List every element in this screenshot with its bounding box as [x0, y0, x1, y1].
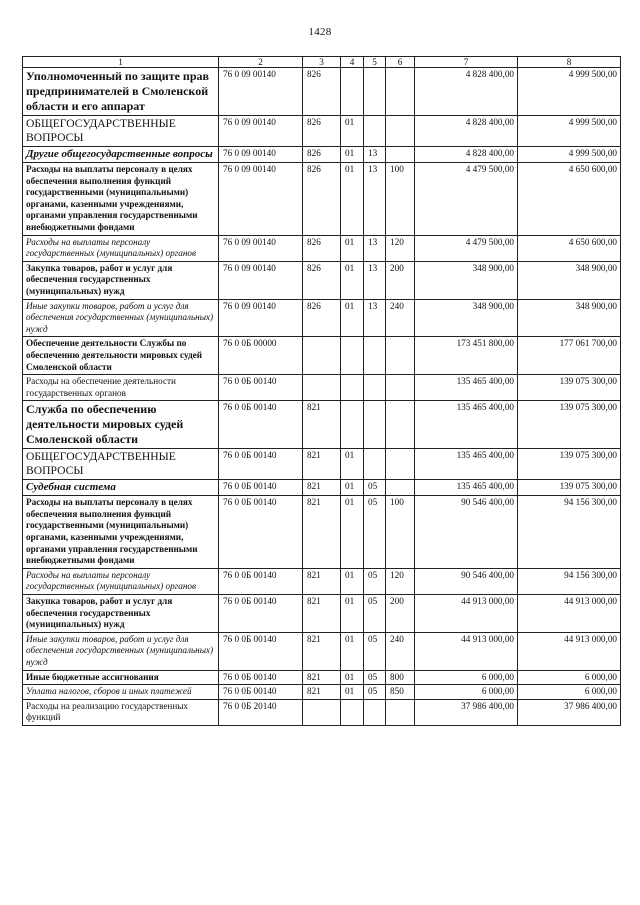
row-amount-year-2: 4 999 500,00 — [518, 116, 621, 147]
row-expense-type-code — [386, 449, 415, 480]
row-subsection-code — [364, 68, 386, 116]
row-section-code: 01 — [341, 235, 364, 261]
column-header: 7 — [415, 57, 518, 68]
row-target-code: 76 0 0Б 00140 — [219, 480, 303, 496]
row-expense-type-code: 240 — [386, 299, 415, 337]
row-department-code: 826 — [303, 261, 341, 299]
table-row — [23, 480, 621, 496]
row-amount-year-2: 348 900,00 — [518, 299, 621, 337]
row-subsection-code: 05 — [364, 496, 386, 569]
row-expense-type-code: 240 — [386, 632, 415, 670]
row-target-code: 76 0 0Б 00140 — [219, 670, 303, 685]
row-amount-year-2: 4 650 600,00 — [518, 235, 621, 261]
row-department-code: 821 — [303, 568, 341, 594]
row-amount-year-2: 4 650 600,00 — [518, 163, 621, 236]
row-name: Иные бюджетные ассигнования — [23, 670, 219, 685]
row-amount-year-1: 348 900,00 — [415, 299, 518, 337]
table-row — [23, 261, 621, 299]
row-target-code: 76 0 09 00140 — [219, 147, 303, 163]
row-name: Закупка товаров, работ и услуг для обеспечения государственных (муниципальных) нужд — [23, 261, 219, 299]
row-department-code: 826 — [303, 147, 341, 163]
row-section-code — [341, 68, 364, 116]
row-section-code: 01 — [341, 685, 364, 700]
row-subsection-code — [364, 337, 386, 375]
row-department-code: 821 — [303, 685, 341, 700]
row-department-code — [303, 375, 341, 401]
row-section-code: 01 — [341, 163, 364, 236]
row-name: Другие общегосударственные вопросы — [23, 147, 219, 163]
column-header: 6 — [386, 57, 415, 68]
row-expense-type-code: 800 — [386, 670, 415, 685]
table-row — [23, 235, 621, 261]
row-expense-type-code — [386, 375, 415, 401]
row-amount-year-1: 44 913 000,00 — [415, 595, 518, 633]
row-section-code: 01 — [341, 595, 364, 633]
column-header: 4 — [341, 57, 364, 68]
row-amount-year-1: 90 546 400,00 — [415, 568, 518, 594]
table-row — [23, 337, 621, 375]
row-subsection-code: 13 — [364, 299, 386, 337]
row-target-code: 76 0 09 00140 — [219, 261, 303, 299]
row-amount-year-2: 348 900,00 — [518, 261, 621, 299]
row-amount-year-1: 6 000,00 — [415, 685, 518, 700]
row-name: Расходы на реализацию государственных функций — [23, 699, 219, 725]
row-amount-year-1: 4 828 400,00 — [415, 116, 518, 147]
table-row — [23, 401, 621, 449]
row-target-code: 76 0 0Б 00140 — [219, 685, 303, 700]
row-name: Служба по обеспечению деятельности мировых судей Смоленской области — [23, 401, 219, 449]
table-row — [23, 595, 621, 633]
row-department-code: 821 — [303, 449, 341, 480]
row-expense-type-code — [386, 68, 415, 116]
column-number-row — [23, 57, 621, 68]
row-subsection-code — [364, 699, 386, 725]
row-subsection-code — [364, 375, 386, 401]
row-subsection-code: 13 — [364, 163, 386, 236]
row-name: Расходы на выплаты персоналу в целях обеспечения выполнения функций государственными (муниципальными) органами, казенными учреждениями, органами управления государственными внебюджетными фондами — [23, 163, 219, 236]
row-name: ОБЩЕГОСУДАРСТВЕННЫЕ ВОПРОСЫ — [23, 449, 219, 480]
table-row — [23, 375, 621, 401]
row-amount-year-1: 135 465 400,00 — [415, 480, 518, 496]
budget-table — [22, 56, 621, 726]
row-amount-year-1: 4 828 400,00 — [415, 68, 518, 116]
row-amount-year-1: 44 913 000,00 — [415, 632, 518, 670]
row-subsection-code — [364, 401, 386, 449]
row-expense-type-code — [386, 401, 415, 449]
row-section-code: 01 — [341, 496, 364, 569]
row-subsection-code: 05 — [364, 685, 386, 700]
page-number: 1428 — [308, 26, 332, 38]
column-header: 2 — [219, 57, 303, 68]
row-expense-type-code: 100 — [386, 163, 415, 236]
row-subsection-code: 13 — [364, 147, 386, 163]
row-section-code: 01 — [341, 147, 364, 163]
row-amount-year-2: 6 000,00 — [518, 685, 621, 700]
row-expense-type-code — [386, 480, 415, 496]
row-department-code — [303, 699, 341, 725]
row-target-code: 76 0 09 00140 — [219, 235, 303, 261]
row-amount-year-2: 94 156 300,00 — [518, 496, 621, 569]
row-subsection-code: 13 — [364, 235, 386, 261]
row-department-code: 821 — [303, 401, 341, 449]
row-target-code: 76 0 0Б 00140 — [219, 375, 303, 401]
row-department-code: 821 — [303, 632, 341, 670]
row-amount-year-1: 135 465 400,00 — [415, 449, 518, 480]
table-row — [23, 116, 621, 147]
row-amount-year-2: 44 913 000,00 — [518, 632, 621, 670]
row-expense-type-code — [386, 147, 415, 163]
table-row — [23, 299, 621, 337]
row-expense-type-code — [386, 337, 415, 375]
row-section-code: 01 — [341, 480, 364, 496]
row-department-code: 821 — [303, 670, 341, 685]
row-section-code: 01 — [341, 449, 364, 480]
row-target-code: 76 0 0Б 20140 — [219, 699, 303, 725]
row-subsection-code: 13 — [364, 261, 386, 299]
row-expense-type-code: 200 — [386, 261, 415, 299]
row-name: Расходы на выплаты персоналу государственных (муниципальных) органов — [23, 235, 219, 261]
row-name: Обеспечение деятельности Службы по обеспечению деятельности мировых судей Смоленской области — [23, 337, 219, 375]
row-amount-year-1: 4 479 500,00 — [415, 235, 518, 261]
row-section-code — [341, 337, 364, 375]
row-target-code: 76 0 09 00140 — [219, 163, 303, 236]
row-department-code: 826 — [303, 235, 341, 261]
row-expense-type-code — [386, 699, 415, 725]
table-row — [23, 685, 621, 700]
row-subsection-code: 05 — [364, 632, 386, 670]
row-amount-year-2: 139 075 300,00 — [518, 401, 621, 449]
row-name: Расходы на выплаты персоналу в целях обеспечения выполнения функций государственными (муниципальными) органами, казенными учреждениями, органами управления государственными внебюджетными фондами — [23, 496, 219, 569]
row-amount-year-2: 139 075 300,00 — [518, 449, 621, 480]
row-section-code: 01 — [341, 299, 364, 337]
row-section-code — [341, 375, 364, 401]
row-amount-year-2: 177 061 700,00 — [518, 337, 621, 375]
row-subsection-code: 05 — [364, 480, 386, 496]
row-amount-year-1: 173 451 800,00 — [415, 337, 518, 375]
table-row — [23, 496, 621, 569]
row-name: Иные закупки товаров, работ и услуг для обеспечения государственных (муниципальных) нужд — [23, 632, 219, 670]
row-subsection-code — [364, 116, 386, 147]
row-amount-year-2: 139 075 300,00 — [518, 480, 621, 496]
row-department-code: 821 — [303, 480, 341, 496]
row-expense-type-code: 200 — [386, 595, 415, 633]
row-subsection-code: 05 — [364, 568, 386, 594]
row-name: Иные закупки товаров, работ и услуг для обеспечения государственных (муниципальных) нужд — [23, 299, 219, 337]
row-name: Уплата налогов, сборов и иных платежей — [23, 685, 219, 700]
row-target-code: 76 0 09 00140 — [219, 68, 303, 116]
row-section-code: 01 — [341, 116, 364, 147]
row-department-code — [303, 337, 341, 375]
row-amount-year-2: 4 999 500,00 — [518, 147, 621, 163]
column-header: 5 — [364, 57, 386, 68]
row-target-code: 76 0 0Б 00140 — [219, 568, 303, 594]
row-name: ОБЩЕГОСУДАРСТВЕННЫЕ ВОПРОСЫ — [23, 116, 219, 147]
row-target-code: 76 0 0Б 00140 — [219, 632, 303, 670]
row-amount-year-1: 90 546 400,00 — [415, 496, 518, 569]
row-name: Закупка товаров, работ и услуг для обеспечения государственных (муниципальных) нужд — [23, 595, 219, 633]
row-amount-year-2: 44 913 000,00 — [518, 595, 621, 633]
column-header: 3 — [303, 57, 341, 68]
row-expense-type-code — [386, 116, 415, 147]
table-row — [23, 670, 621, 685]
row-subsection-code: 05 — [364, 670, 386, 685]
row-expense-type-code: 850 — [386, 685, 415, 700]
row-target-code: 76 0 0Б 00140 — [219, 449, 303, 480]
row-target-code: 76 0 0Б 00140 — [219, 496, 303, 569]
row-section-code: 01 — [341, 568, 364, 594]
column-header: 1 — [23, 57, 219, 68]
row-amount-year-2: 4 999 500,00 — [518, 68, 621, 116]
row-amount-year-2: 6 000,00 — [518, 670, 621, 685]
table-row — [23, 632, 621, 670]
row-section-code: 01 — [341, 261, 364, 299]
table-row — [23, 699, 621, 725]
row-amount-year-2: 94 156 300,00 — [518, 568, 621, 594]
row-department-code: 821 — [303, 496, 341, 569]
column-header: 8 — [518, 57, 621, 68]
table-row — [23, 568, 621, 594]
row-amount-year-1: 37 986 400,00 — [415, 699, 518, 725]
row-amount-year-1: 135 465 400,00 — [415, 401, 518, 449]
row-section-code: 01 — [341, 670, 364, 685]
row-department-code: 826 — [303, 116, 341, 147]
row-target-code: 76 0 09 00140 — [219, 299, 303, 337]
row-department-code: 826 — [303, 163, 341, 236]
row-amount-year-1: 6 000,00 — [415, 670, 518, 685]
row-target-code: 76 0 0Б 00140 — [219, 401, 303, 449]
row-amount-year-2: 37 986 400,00 — [518, 699, 621, 725]
row-amount-year-1: 4 828 400,00 — [415, 147, 518, 163]
row-target-code: 76 0 09 00140 — [219, 116, 303, 147]
row-department-code: 826 — [303, 299, 341, 337]
row-expense-type-code: 120 — [386, 235, 415, 261]
row-section-code: 01 — [341, 632, 364, 670]
table-row — [23, 147, 621, 163]
table-row — [23, 449, 621, 480]
row-target-code: 76 0 0Б 00140 — [219, 595, 303, 633]
row-target-code: 76 0 0Б 00000 — [219, 337, 303, 375]
table-row — [23, 68, 621, 116]
row-section-code — [341, 699, 364, 725]
row-amount-year-2: 139 075 300,00 — [518, 375, 621, 401]
row-name: Уполномоченный по защите прав предпринимателей в Смоленской области и его аппарат — [23, 68, 219, 116]
row-amount-year-1: 4 479 500,00 — [415, 163, 518, 236]
row-name: Расходы на выплаты персоналу государственных (муниципальных) органов — [23, 568, 219, 594]
row-department-code: 826 — [303, 68, 341, 116]
row-department-code: 821 — [303, 595, 341, 633]
row-subsection-code: 05 — [364, 595, 386, 633]
row-amount-year-1: 348 900,00 — [415, 261, 518, 299]
row-subsection-code — [364, 449, 386, 480]
row-amount-year-1: 135 465 400,00 — [415, 375, 518, 401]
table-row — [23, 163, 621, 236]
row-expense-type-code: 120 — [386, 568, 415, 594]
row-name: Судебная система — [23, 480, 219, 496]
row-expense-type-code: 100 — [386, 496, 415, 569]
row-name: Расходы на обеспечение деятельности государственных органов — [23, 375, 219, 401]
row-section-code — [341, 401, 364, 449]
